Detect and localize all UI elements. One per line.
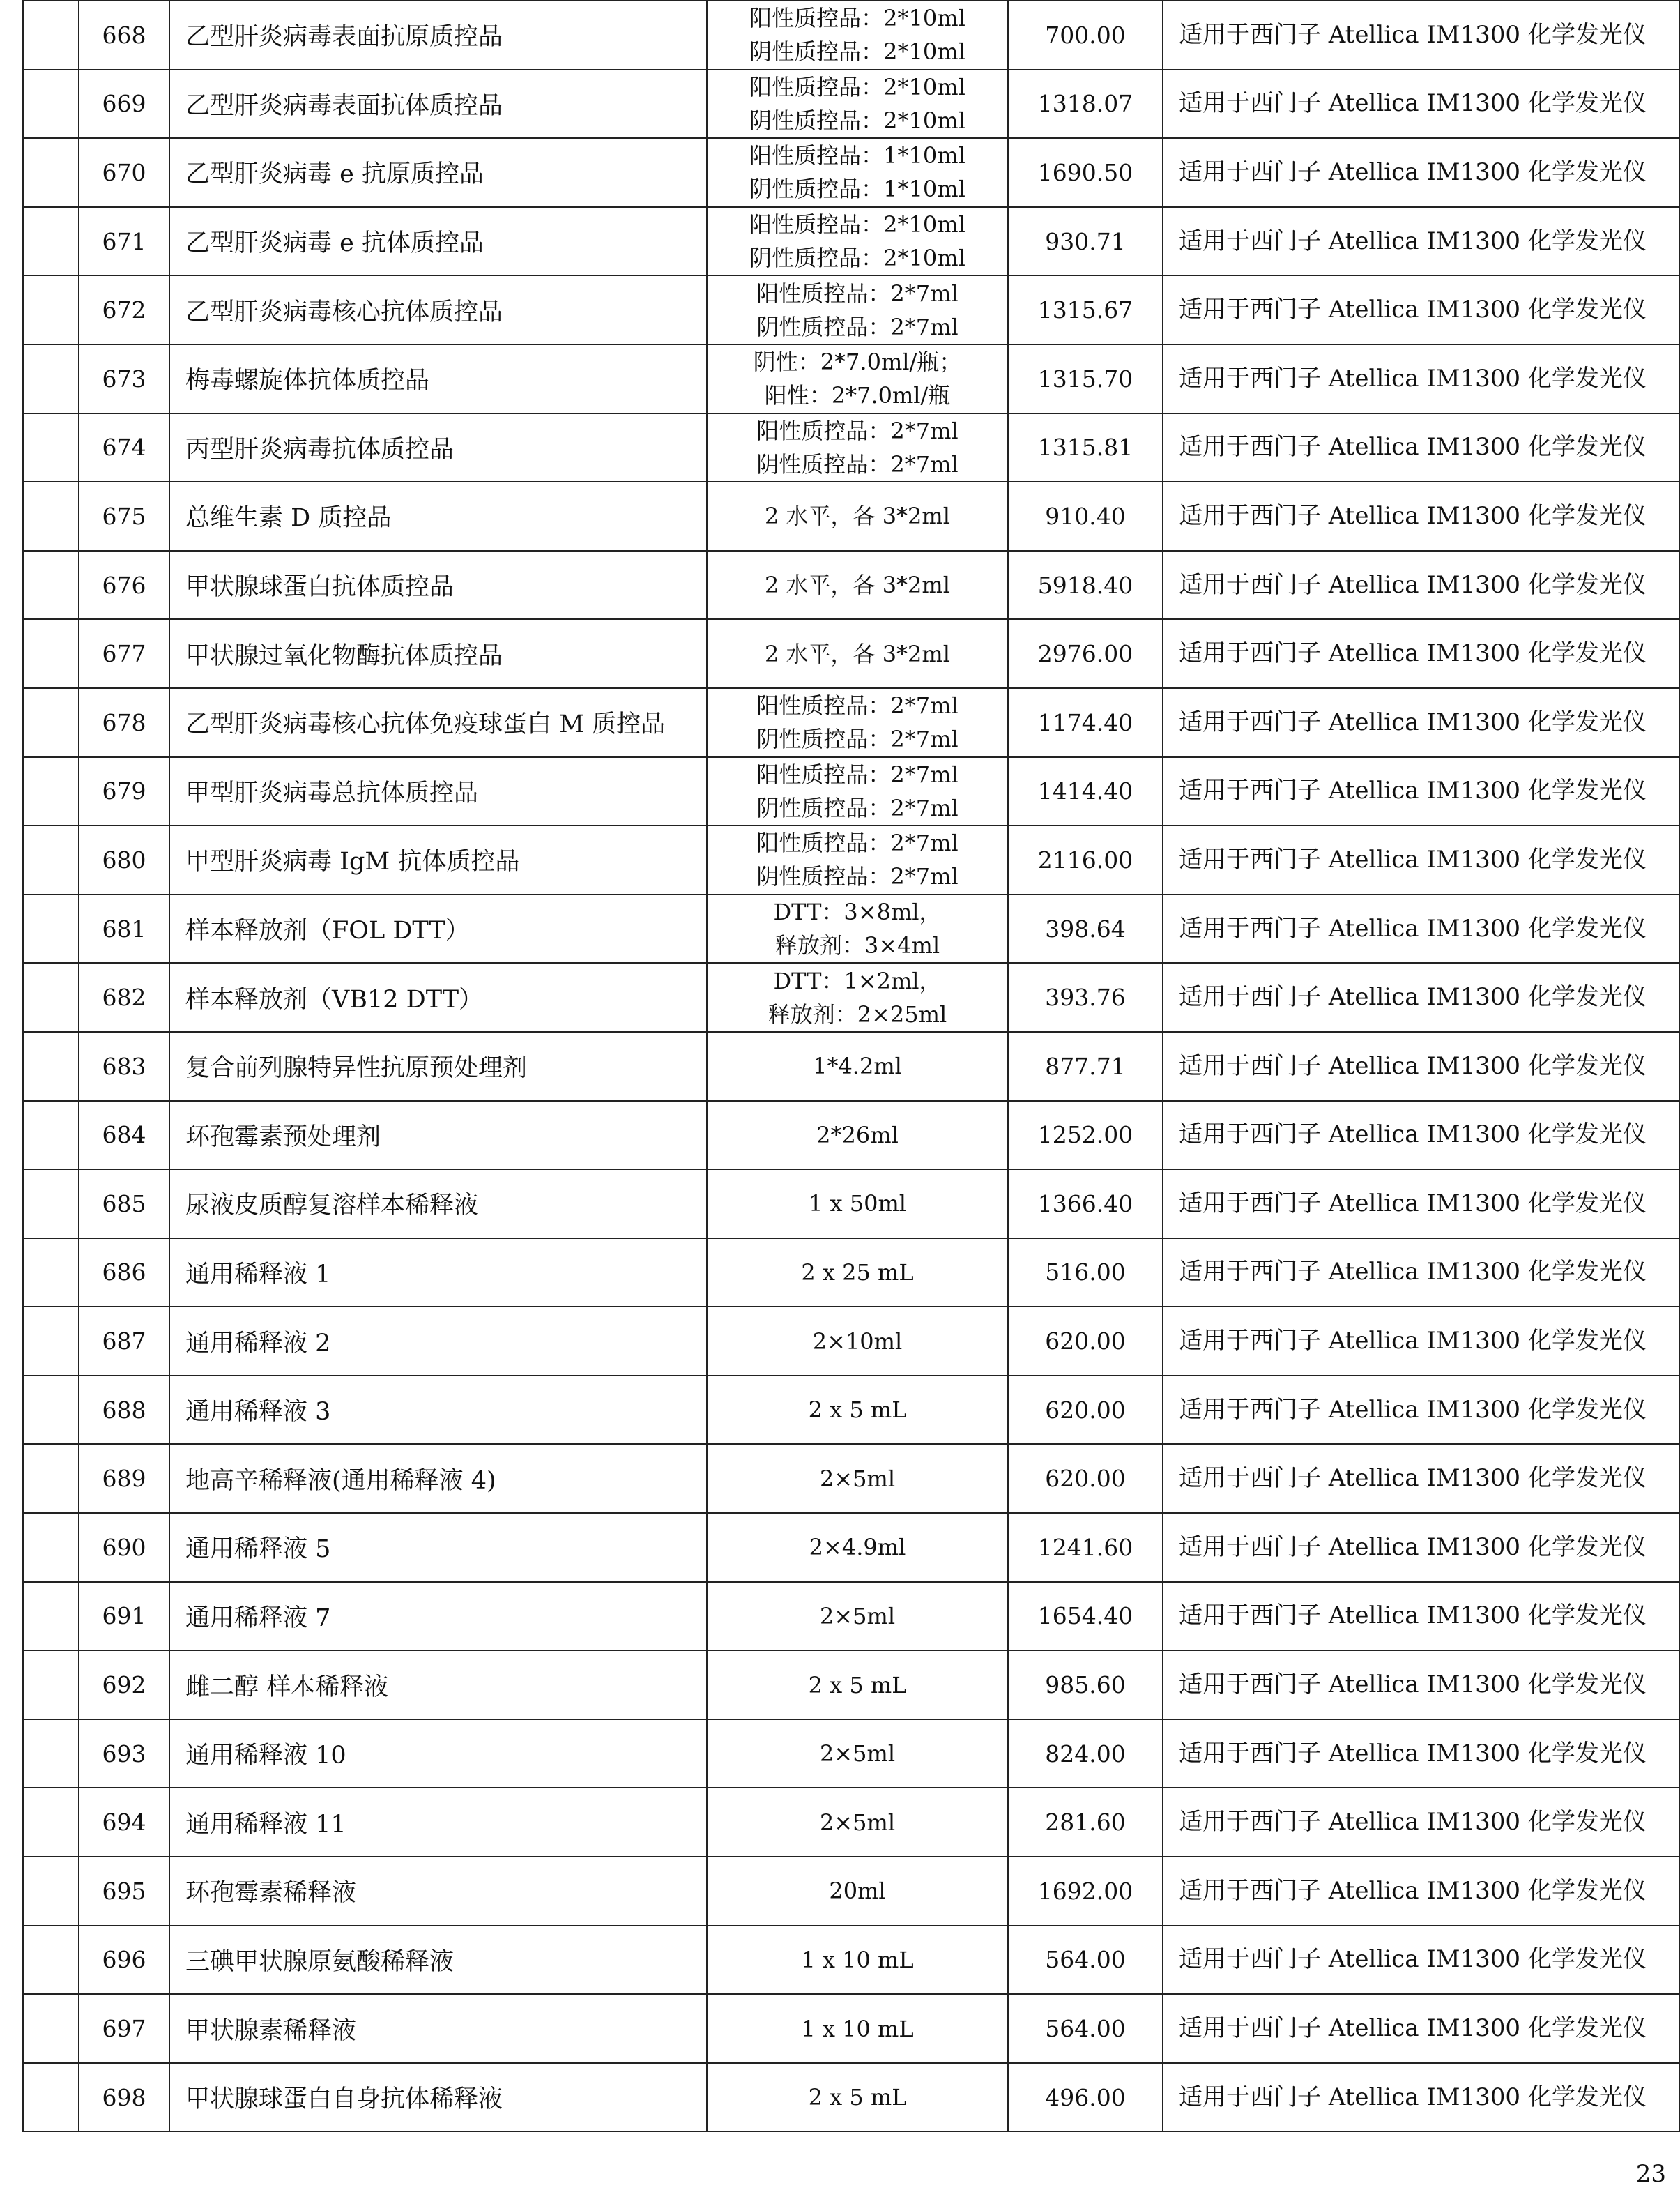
remark-cell: 适用于西门子 Atellica IM1300 化学发光仪 bbox=[1163, 2063, 1679, 2132]
specification-cell bbox=[707, 413, 1008, 482]
item-number-cell: 689 bbox=[79, 1444, 169, 1513]
product-name-cell: 丙型肝炎病毒抗体质控品 bbox=[169, 413, 707, 482]
item-number-cell: 669 bbox=[79, 70, 169, 139]
item-number-cell: 676 bbox=[79, 551, 169, 620]
price-cell: 393.76 bbox=[1008, 963, 1163, 1032]
blank-cell bbox=[23, 1307, 79, 1376]
specification-line: 阳性质控品：2*10ml bbox=[749, 5, 965, 32]
remark-cell: 适用于西门子 Atellica IM1300 化学发光仪 bbox=[1163, 963, 1679, 1032]
price-cell: 564.00 bbox=[1008, 1994, 1163, 2063]
specification-cell bbox=[707, 344, 1008, 413]
product-name-cell: 尿液皮质醇复溶样本稀释液 bbox=[169, 1169, 707, 1238]
blank-cell bbox=[23, 1788, 79, 1857]
item-number-cell: 684 bbox=[79, 1101, 169, 1170]
remark-cell: 适用于西门子 Atellica IM1300 化学发光仪 bbox=[1163, 1169, 1679, 1238]
specification-line: 2 水平，各 3*2ml bbox=[764, 640, 950, 667]
product-name-cell: 甲状腺过氧化物酶抗体质控品 bbox=[169, 619, 707, 688]
specification-line: 2×10ml bbox=[812, 1328, 903, 1355]
specification-cell bbox=[707, 1582, 1008, 1651]
product-name-cell: 总维生素 D 质控品 bbox=[169, 482, 707, 551]
blank-cell bbox=[23, 344, 79, 413]
specification-line: 阳性质控品：2*10ml bbox=[749, 211, 965, 238]
table-body bbox=[23, 1, 1679, 2131]
product-name-cell: 乙型肝炎病毒核心抗体免疫球蛋白 M 质控品 bbox=[169, 688, 707, 757]
specification-cell bbox=[707, 1650, 1008, 1719]
price-cell: 620.00 bbox=[1008, 1444, 1163, 1513]
specification-line: 1*4.2ml bbox=[813, 1053, 902, 1080]
price-cell: 564.00 bbox=[1008, 1926, 1163, 1995]
specification-cell bbox=[707, 207, 1008, 276]
table-row bbox=[23, 344, 1679, 413]
remark-cell: 适用于西门子 Atellica IM1300 化学发光仪 bbox=[1163, 1307, 1679, 1376]
item-number-cell: 694 bbox=[79, 1788, 169, 1857]
table-row bbox=[23, 688, 1679, 757]
specification-line: 阳性质控品：2*10ml bbox=[749, 73, 965, 100]
table-row bbox=[23, 413, 1679, 482]
price-cell: 620.00 bbox=[1008, 1307, 1163, 1376]
remark-cell: 适用于西门子 Atellica IM1300 化学发光仪 bbox=[1163, 1101, 1679, 1170]
item-number-cell: 688 bbox=[79, 1376, 169, 1445]
specification-line: 阴性质控品：2*7ml bbox=[756, 313, 959, 340]
remark-cell: 适用于西门子 Atellica IM1300 化学发光仪 bbox=[1163, 1032, 1679, 1101]
table-row bbox=[23, 1857, 1679, 1926]
product-name-cell: 甲状腺球蛋白自身抗体稀释液 bbox=[169, 2063, 707, 2132]
blank-cell bbox=[23, 275, 79, 344]
blank-cell bbox=[23, 2063, 79, 2132]
blank-cell bbox=[23, 70, 79, 139]
price-cell: 2976.00 bbox=[1008, 619, 1163, 688]
product-name-cell: 甲型肝炎病毒 IgM 抗体质控品 bbox=[169, 826, 707, 895]
specification-line: 2×5ml bbox=[819, 1602, 896, 1629]
specification-line: 阳性质控品：2*7ml bbox=[756, 830, 959, 857]
product-name-cell: 甲型肝炎病毒总抗体质控品 bbox=[169, 757, 707, 826]
price-cell: 2116.00 bbox=[1008, 826, 1163, 895]
price-cell: 1174.40 bbox=[1008, 688, 1163, 757]
remark-cell: 适用于西门子 Atellica IM1300 化学发光仪 bbox=[1163, 1926, 1679, 1995]
remark-cell: 适用于西门子 Atellica IM1300 化学发光仪 bbox=[1163, 1788, 1679, 1857]
product-name-cell: 三碘甲状腺原氨酸稀释液 bbox=[169, 1926, 707, 1995]
product-name-cell: 通用稀释液 7 bbox=[169, 1582, 707, 1651]
specification-cell bbox=[707, 70, 1008, 139]
table-row bbox=[23, 1307, 1679, 1376]
table-row bbox=[23, 1169, 1679, 1238]
specification-cell bbox=[707, 2063, 1008, 2132]
table-row bbox=[23, 1513, 1679, 1582]
table-row bbox=[23, 1582, 1679, 1651]
table-row bbox=[23, 963, 1679, 1032]
product-name-cell: 梅毒螺旋体抗体质控品 bbox=[169, 344, 707, 413]
specification-line: DTT：1×2ml， bbox=[773, 967, 942, 994]
product-name-cell: 样本释放剂（FOL DTT） bbox=[169, 895, 707, 964]
product-name-cell: 环孢霉素稀释液 bbox=[169, 1857, 707, 1926]
remark-cell: 适用于西门子 Atellica IM1300 化学发光仪 bbox=[1163, 1857, 1679, 1926]
specification-line: 阴性质控品：2*10ml bbox=[749, 107, 965, 134]
page-number: 23 bbox=[1635, 2160, 1666, 2188]
specification-line: 2 x 25 mL bbox=[801, 1258, 914, 1286]
table-row bbox=[23, 275, 1679, 344]
specification-cell bbox=[707, 1169, 1008, 1238]
price-cell: 700.00 bbox=[1008, 1, 1163, 70]
table-row bbox=[23, 1650, 1679, 1719]
blank-cell bbox=[23, 963, 79, 1032]
remark-cell: 适用于西门子 Atellica IM1300 化学发光仪 bbox=[1163, 138, 1679, 207]
product-name-cell: 甲状腺球蛋白抗体质控品 bbox=[169, 551, 707, 620]
blank-cell bbox=[23, 1, 79, 70]
specification-line: 阴性质控品：2*7ml bbox=[756, 794, 959, 821]
remark-cell: 适用于西门子 Atellica IM1300 化学发光仪 bbox=[1163, 1513, 1679, 1582]
item-number-cell: 673 bbox=[79, 344, 169, 413]
specification-line: 阳性质控品：2*7ml bbox=[756, 761, 959, 788]
specification-line: 1 x 10 mL bbox=[801, 1946, 914, 1973]
price-cell: 824.00 bbox=[1008, 1719, 1163, 1788]
specification-line: 阴性质控品：2*10ml bbox=[749, 38, 965, 66]
table-row bbox=[23, 619, 1679, 688]
specification-cell bbox=[707, 1719, 1008, 1788]
price-cell: 1315.67 bbox=[1008, 275, 1163, 344]
remark-cell: 适用于西门子 Atellica IM1300 化学发光仪 bbox=[1163, 1238, 1679, 1307]
table-row bbox=[23, 1444, 1679, 1513]
blank-cell bbox=[23, 757, 79, 826]
remark-cell: 适用于西门子 Atellica IM1300 化学发光仪 bbox=[1163, 826, 1679, 895]
product-name-cell: 通用稀释液 10 bbox=[169, 1719, 707, 1788]
specification-line: 2 水平，各 3*2ml bbox=[764, 572, 950, 599]
price-list-sheet bbox=[22, 0, 1647, 2132]
price-cell: 516.00 bbox=[1008, 1238, 1163, 1307]
item-number-cell: 668 bbox=[79, 1, 169, 70]
remark-cell: 适用于西门子 Atellica IM1300 化学发光仪 bbox=[1163, 70, 1679, 139]
item-number-cell: 679 bbox=[79, 757, 169, 826]
product-name-cell: 通用稀释液 5 bbox=[169, 1513, 707, 1582]
product-name-cell: 乙型肝炎病毒核心抗体质控品 bbox=[169, 275, 707, 344]
table-row bbox=[23, 138, 1679, 207]
specification-cell bbox=[707, 482, 1008, 551]
product-name-cell: 样本释放剂（VB12 DTT） bbox=[169, 963, 707, 1032]
specification-line: 阳性质控品：2*7ml bbox=[756, 417, 959, 444]
specification-cell bbox=[707, 551, 1008, 620]
blank-cell bbox=[23, 207, 79, 276]
specification-cell bbox=[707, 619, 1008, 688]
price-cell: 910.40 bbox=[1008, 482, 1163, 551]
remark-cell: 适用于西门子 Atellica IM1300 化学发光仪 bbox=[1163, 207, 1679, 276]
product-name-cell: 甲状腺素稀释液 bbox=[169, 1994, 707, 2063]
price-table bbox=[22, 0, 1680, 2132]
price-cell: 1654.40 bbox=[1008, 1582, 1163, 1651]
specification-line: 阳性：2*7.0ml/瓶 bbox=[764, 382, 951, 409]
remark-cell: 适用于西门子 Atellica IM1300 化学发光仪 bbox=[1163, 895, 1679, 964]
remark-cell: 适用于西门子 Atellica IM1300 化学发光仪 bbox=[1163, 619, 1679, 688]
product-name-cell: 乙型肝炎病毒 e 抗体质控品 bbox=[169, 207, 707, 276]
specification-cell bbox=[707, 688, 1008, 757]
specification-line: 阴性质控品：1*10ml bbox=[749, 176, 965, 203]
price-cell: 1692.00 bbox=[1008, 1857, 1163, 1926]
blank-cell bbox=[23, 413, 79, 482]
blank-cell bbox=[23, 1926, 79, 1995]
specification-cell bbox=[707, 1513, 1008, 1582]
specification-line: 阴性质控品：2*10ml bbox=[749, 245, 965, 272]
specification-line: 20ml bbox=[829, 1878, 886, 1905]
price-cell: 985.60 bbox=[1008, 1650, 1163, 1719]
specification-line: 释放剂：3×4ml bbox=[774, 932, 940, 959]
blank-cell bbox=[23, 1994, 79, 2063]
blank-cell bbox=[23, 1101, 79, 1170]
table-row bbox=[23, 1788, 1679, 1857]
remark-cell: 适用于西门子 Atellica IM1300 化学发光仪 bbox=[1163, 482, 1679, 551]
specification-cell bbox=[707, 275, 1008, 344]
blank-cell bbox=[23, 1513, 79, 1582]
specification-cell bbox=[707, 757, 1008, 826]
product-name-cell: 通用稀释液 3 bbox=[169, 1376, 707, 1445]
price-cell: 1315.81 bbox=[1008, 413, 1163, 482]
specification-line: 阴性：2*7.0ml/瓶； bbox=[753, 349, 962, 376]
specification-line: 1 x 50ml bbox=[808, 1190, 907, 1217]
remark-cell: 适用于西门子 Atellica IM1300 化学发光仪 bbox=[1163, 275, 1679, 344]
blank-cell bbox=[23, 895, 79, 964]
specification-cell bbox=[707, 895, 1008, 964]
price-cell: 1315.70 bbox=[1008, 344, 1163, 413]
specification-cell bbox=[707, 1238, 1008, 1307]
price-cell: 398.64 bbox=[1008, 895, 1163, 964]
item-number-cell: 698 bbox=[79, 2063, 169, 2132]
table-row bbox=[23, 551, 1679, 620]
price-cell: 877.71 bbox=[1008, 1032, 1163, 1101]
remark-cell: 适用于西门子 Atellica IM1300 化学发光仪 bbox=[1163, 413, 1679, 482]
specification-cell bbox=[707, 1307, 1008, 1376]
specification-line: 1 x 10 mL bbox=[801, 2015, 914, 2042]
item-number-cell: 681 bbox=[79, 895, 169, 964]
item-number-cell: 690 bbox=[79, 1513, 169, 1582]
specification-cell bbox=[707, 1788, 1008, 1857]
product-name-cell: 乙型肝炎病毒表面抗体质控品 bbox=[169, 70, 707, 139]
remark-cell: 适用于西门子 Atellica IM1300 化学发光仪 bbox=[1163, 1582, 1679, 1651]
remark-cell: 适用于西门子 Atellica IM1300 化学发光仪 bbox=[1163, 1376, 1679, 1445]
specification-line: 2 x 5 mL bbox=[808, 2084, 907, 2111]
item-number-cell: 685 bbox=[79, 1169, 169, 1238]
item-number-cell: 683 bbox=[79, 1032, 169, 1101]
table-row bbox=[23, 1, 1679, 70]
specification-cell bbox=[707, 1857, 1008, 1926]
item-number-cell: 678 bbox=[79, 688, 169, 757]
price-cell: 496.00 bbox=[1008, 2063, 1163, 2132]
remark-cell: 适用于西门子 Atellica IM1300 化学发光仪 bbox=[1163, 1719, 1679, 1788]
blank-cell bbox=[23, 138, 79, 207]
specification-line: 2 x 5 mL bbox=[808, 1397, 907, 1424]
table-row bbox=[23, 1994, 1679, 2063]
blank-cell bbox=[23, 1857, 79, 1926]
blank-cell bbox=[23, 1238, 79, 1307]
specification-cell bbox=[707, 963, 1008, 1032]
specification-cell bbox=[707, 1926, 1008, 1995]
blank-cell bbox=[23, 688, 79, 757]
specification-line: 释放剂：2×25ml bbox=[768, 1001, 947, 1028]
specification-cell bbox=[707, 1101, 1008, 1170]
item-number-cell: 680 bbox=[79, 826, 169, 895]
table-row bbox=[23, 826, 1679, 895]
specification-line: 2×5ml bbox=[819, 1809, 896, 1836]
table-row bbox=[23, 1032, 1679, 1101]
specification-line: 2×4.9ml bbox=[809, 1534, 906, 1561]
table-row bbox=[23, 1238, 1679, 1307]
blank-cell bbox=[23, 1650, 79, 1719]
blank-cell bbox=[23, 619, 79, 688]
product-name-cell: 环孢霉素预处理剂 bbox=[169, 1101, 707, 1170]
blank-cell bbox=[23, 1032, 79, 1101]
item-number-cell: 697 bbox=[79, 1994, 169, 2063]
table-row bbox=[23, 207, 1679, 276]
specification-line: 阳性质控品：2*7ml bbox=[756, 692, 959, 720]
price-cell: 1252.00 bbox=[1008, 1101, 1163, 1170]
remark-cell: 适用于西门子 Atellica IM1300 化学发光仪 bbox=[1163, 551, 1679, 620]
table-row bbox=[23, 70, 1679, 139]
table-row bbox=[23, 895, 1679, 964]
item-number-cell: 675 bbox=[79, 482, 169, 551]
blank-cell bbox=[23, 551, 79, 620]
table-row bbox=[23, 2063, 1679, 2132]
price-cell: 1366.40 bbox=[1008, 1169, 1163, 1238]
item-number-cell: 674 bbox=[79, 413, 169, 482]
specification-cell bbox=[707, 138, 1008, 207]
table-row bbox=[23, 757, 1679, 826]
product-name-cell: 乙型肝炎病毒 e 抗原质控品 bbox=[169, 138, 707, 207]
price-cell: 1690.50 bbox=[1008, 138, 1163, 207]
item-number-cell: 693 bbox=[79, 1719, 169, 1788]
price-cell: 1318.07 bbox=[1008, 70, 1163, 139]
item-number-cell: 695 bbox=[79, 1857, 169, 1926]
item-number-cell: 696 bbox=[79, 1926, 169, 1995]
specification-line: 2 x 5 mL bbox=[808, 1671, 907, 1698]
remark-cell: 适用于西门子 Atellica IM1300 化学发光仪 bbox=[1163, 1444, 1679, 1513]
product-name-cell: 雌二醇 样本稀释液 bbox=[169, 1650, 707, 1719]
price-cell: 5918.40 bbox=[1008, 551, 1163, 620]
specification-cell bbox=[707, 826, 1008, 895]
product-name-cell: 复合前列腺特异性抗原预处理剂 bbox=[169, 1032, 707, 1101]
remark-cell: 适用于西门子 Atellica IM1300 化学发光仪 bbox=[1163, 1, 1679, 70]
price-cell: 930.71 bbox=[1008, 207, 1163, 276]
specification-line: 阴性质控品：2*7ml bbox=[756, 726, 959, 753]
specification-cell bbox=[707, 1444, 1008, 1513]
item-number-cell: 682 bbox=[79, 963, 169, 1032]
item-number-cell: 671 bbox=[79, 207, 169, 276]
specification-line: DTT：3×8ml， bbox=[773, 899, 942, 926]
price-cell: 281.60 bbox=[1008, 1788, 1163, 1857]
table-row bbox=[23, 1376, 1679, 1445]
item-number-cell: 672 bbox=[79, 275, 169, 344]
blank-cell bbox=[23, 1169, 79, 1238]
product-name-cell: 通用稀释液 1 bbox=[169, 1238, 707, 1307]
specification-line: 2×5ml bbox=[819, 1740, 896, 1767]
remark-cell: 适用于西门子 Atellica IM1300 化学发光仪 bbox=[1163, 757, 1679, 826]
item-number-cell: 692 bbox=[79, 1650, 169, 1719]
specification-cell bbox=[707, 1032, 1008, 1101]
product-name-cell: 通用稀释液 2 bbox=[169, 1307, 707, 1376]
blank-cell bbox=[23, 1582, 79, 1651]
item-number-cell: 686 bbox=[79, 1238, 169, 1307]
specification-line: 阳性质控品：1*10ml bbox=[749, 142, 965, 169]
specification-line: 2×5ml bbox=[819, 1465, 896, 1492]
blank-cell bbox=[23, 826, 79, 895]
price-cell: 1414.40 bbox=[1008, 757, 1163, 826]
remark-cell: 适用于西门子 Atellica IM1300 化学发光仪 bbox=[1163, 1650, 1679, 1719]
specification-line: 2*26ml bbox=[816, 1121, 899, 1148]
remark-cell: 适用于西门子 Atellica IM1300 化学发光仪 bbox=[1163, 1994, 1679, 2063]
price-cell: 1241.60 bbox=[1008, 1513, 1163, 1582]
specification-cell bbox=[707, 1376, 1008, 1445]
table-row bbox=[23, 1719, 1679, 1788]
specification-line: 阳性质控品：2*7ml bbox=[756, 280, 959, 307]
table-row bbox=[23, 482, 1679, 551]
blank-cell bbox=[23, 482, 79, 551]
price-cell: 620.00 bbox=[1008, 1376, 1163, 1445]
specification-line: 2 水平，各 3*2ml bbox=[764, 503, 950, 530]
item-number-cell: 687 bbox=[79, 1307, 169, 1376]
item-number-cell: 677 bbox=[79, 619, 169, 688]
blank-cell bbox=[23, 1719, 79, 1788]
item-number-cell: 691 bbox=[79, 1582, 169, 1651]
product-name-cell: 地高辛稀释液(通用稀释液 4) bbox=[169, 1444, 707, 1513]
product-name-cell: 乙型肝炎病毒表面抗原质控品 bbox=[169, 1, 707, 70]
blank-cell bbox=[23, 1444, 79, 1513]
table-row bbox=[23, 1101, 1679, 1170]
remark-cell: 适用于西门子 Atellica IM1300 化学发光仪 bbox=[1163, 344, 1679, 413]
product-name-cell: 通用稀释液 11 bbox=[169, 1788, 707, 1857]
item-number-cell: 670 bbox=[79, 138, 169, 207]
specification-cell bbox=[707, 1, 1008, 70]
blank-cell bbox=[23, 1376, 79, 1445]
remark-cell: 适用于西门子 Atellica IM1300 化学发光仪 bbox=[1163, 688, 1679, 757]
table-row bbox=[23, 1926, 1679, 1995]
specification-line: 阴性质控品：2*7ml bbox=[756, 863, 959, 890]
specification-line: 阴性质控品：2*7ml bbox=[756, 450, 959, 478]
specification-cell bbox=[707, 1994, 1008, 2063]
